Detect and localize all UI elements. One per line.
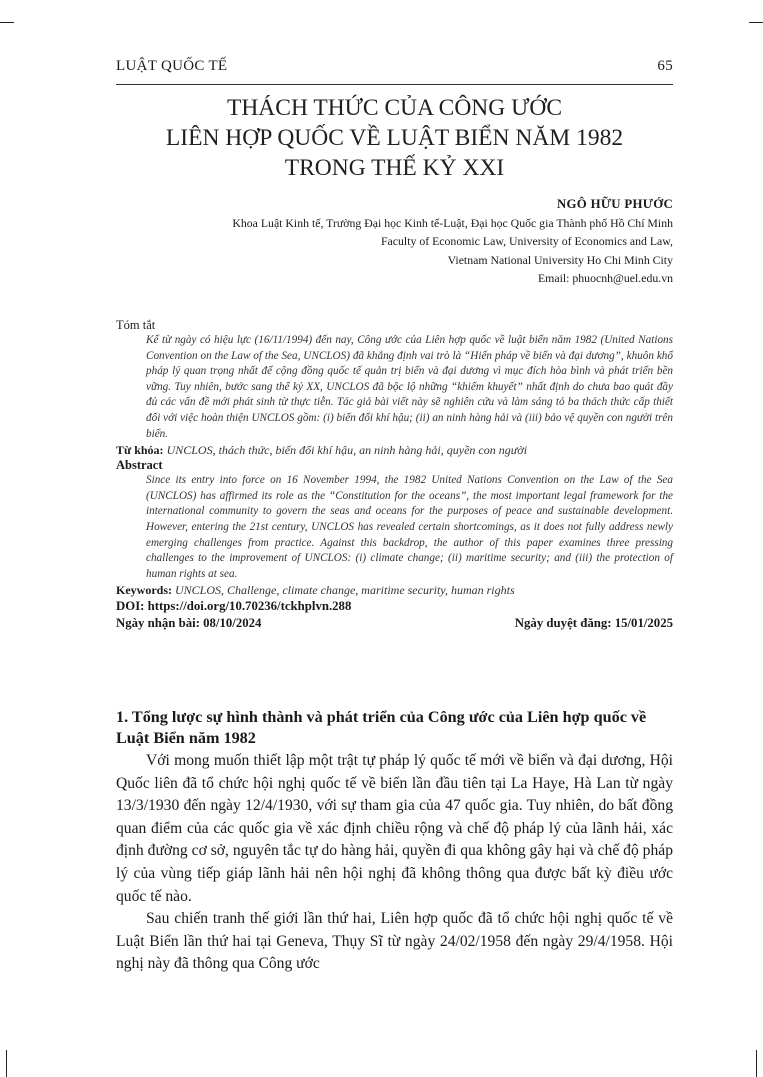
keywords-vi-text: UNCLOS, thách thức, biến đổi khí hậu, an ninh hàng hải, quyền con người — [166, 443, 528, 458]
keywords-en — [116, 582, 673, 598]
keywords-en-label: Keywords: — [116, 583, 172, 598]
body-text — [116, 750, 673, 976]
affiliation-en-line-1: Faculty of Economic Law, University of Economics and Law, — [380, 234, 673, 248]
affiliation-en-line-2: Vietnam National University Ho Chi Minh City — [447, 252, 673, 267]
section-heading: 1. Tổng lược sự hình thành và phát triển của Công ước của Liên hợp quốc về Luật Biển năm 1982 — [116, 708, 647, 747]
running-header — [116, 58, 673, 75]
journal-section-name: LUẬT QUỐC TẾ — [116, 58, 228, 74]
author-block — [232, 195, 673, 288]
crop-mark-top-left — [0, 22, 14, 23]
summary-vi-label: Tóm tắt — [116, 318, 156, 332]
article-title — [116, 93, 673, 183]
page-number: 65 — [657, 58, 673, 74]
crop-mark-bottom-left — [6, 1050, 7, 1077]
article-dates — [116, 615, 673, 632]
abstract-en-text: Since its entry into force on 16 November 1994, the 1982 United Nations Convention on the Law of the Sea (UNCLOS) has affirmed its role as the “Constitution for the oceans”, the most important legal framework for the international community to govern the seas and oceans for the purposes of peace and sustainable development. However, entering the 21st century, UNCLOS has revealed certain shortcomings, as it does not fully address newly emerging challenges from practice. Against this backdrop, the author of this paper examines three pressing challenges to the improvement of UNCLOS: (i) climate change; (ii) maritime security; and (iii) the protection of human rights at sea. — [146, 474, 673, 580]
title-line: THÁCH THỨC CỦA CÔNG ƯỚC — [226, 95, 563, 121]
crop-mark-bottom-right — [756, 1050, 757, 1077]
author-email: Email: phuocnh@uel.edu.vn — [537, 271, 673, 285]
summary-vi-text: Kể từ ngày có hiệu lực (16/11/1994) đến nay, Công ước của Liên hợp quốc về luật biển năm 1982 (United Nations Convention on the Law of the Sea, UNCLOS) đã khẳng định vai trò là “Hiến pháp về biển và đại dương”, khuôn khổ pháp lý quan trọng nhất để cộng đồng quốc tế quản trị biển và đại dương vì mục đích hòa bình và phát triển bền vững. Tuy nhiên, bước sang thế kỷ XX, UNCLOS đã bộc lộ những “khiếm khuyết” nhất định do chưa bao quát đầy đủ các vấn đề mới phát sinh từ thực tiễn. Tác giả bài viết này sẽ nghiên cứu và làm sáng tỏ ba thách thức cấp thiết đối với việc hoàn thiện UNCLOS gồm: (i) biến đổi khí hậu; (ii) an ninh hàng hải và (iii) bảo vệ quyền con người trên biển. — [146, 334, 673, 440]
body-paragraph: Với mong muốn thiết lập một trật tự pháp lý quốc tế mới về biển và đại dương, Hội Quốc liên đã tổ chức hội nghị quốc tế về biển lần đầu tiên tại La Haye, Hà Lan từ ngày 13/3/1930 đến ngày 12/4/1930, với sự tham gia của 47 quốc gia. Tuy nhiên, do bất đồng quan điểm của các quốc gia về xác định chiều rộng và chế độ pháp lý của lãnh hải, xác định đường cơ sở, nguyên tắc tự do hàng hải, quyền đi qua không gây hại và chế độ pháp lý của vùng tiếp giáp lãnh hải nên hội nghị đã không thông qua được bất kỳ điều ước quốc tế nào. — [116, 752, 673, 905]
crop-mark-top-right — [749, 22, 763, 23]
affiliation-vi: Khoa Luật Kinh tế, Trường Đại học Kinh tế-Luật, Đại học Quốc gia Thành phố Hồ Chí Minh — [232, 215, 673, 230]
doi-link[interactable]: DOI: https://doi.org/10.70236/tckhplvn.288 — [116, 599, 352, 614]
author-name: NGÔ HỮU PHƯỚC — [557, 197, 673, 211]
abstract-section — [116, 318, 673, 632]
body-paragraph: Sau chiến tranh thế giới lần thứ hai, Liên hợp quốc đã tổ chức hội nghị quốc tế về Luật Biển lần thứ hai tại Geneva, Thụy Sĩ từ ngày 24/02/1958 đến ngày 29/4/1958. Hội nghị này đã thông qua Công ước — [116, 910, 673, 973]
received-date: Ngày nhận bài: 08/10/2024 — [116, 616, 262, 631]
keywords-vi-label: Từ khóa: — [116, 443, 164, 458]
approved-date: Ngày duyệt đăng: 15/01/2025 — [514, 616, 673, 631]
keywords-vi — [116, 442, 673, 458]
title-line: LIÊN HỢP QUỐC VỀ LUẬT BIỂN NĂM 1982 — [165, 125, 624, 151]
keywords-en-text: UNCLOS, Challenge, climate change, maritime security, human rights — [175, 583, 515, 598]
header-rule — [116, 84, 673, 85]
abstract-en-label: Abstract — [116, 458, 163, 473]
title-line: TRONG THẾ KỶ XXI — [284, 155, 505, 181]
